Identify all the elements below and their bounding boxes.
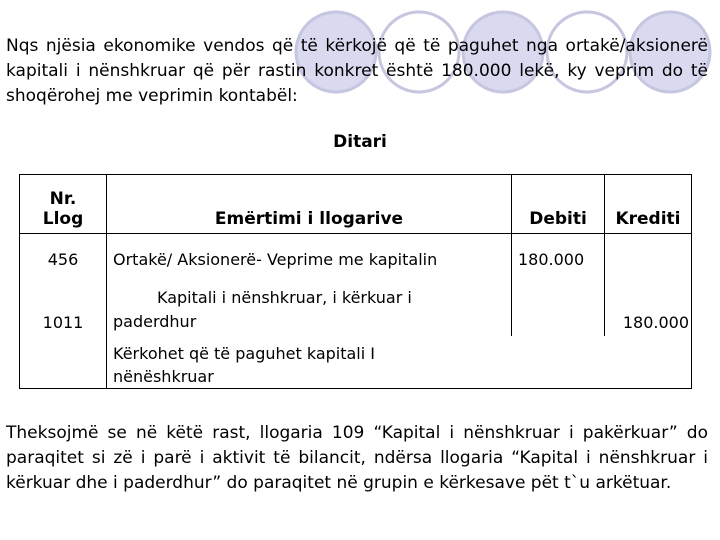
outro-paragraph: Theksojmë se në këtë rast, llogaria 109 “Kapital i nënshkruar i pakërkuar” do paraqitet si zë i parë i aktivit të bilancit, ndërsa llogaria “Kapital i nënshkruar i kërkuar dhe i paderdhur” do paraqitet në grupin e kërkesave pët t`u arkëtuar.: [6, 423, 708, 493]
header-debiti: Debiti: [512, 175, 605, 234]
row-emertimi: [107, 336, 512, 389]
header-emertimi: Emërtimi i llogarive: [107, 175, 512, 234]
row-nr: 1011: [20, 284, 107, 336]
journal-table: [19, 174, 692, 389]
row-emertimi: [107, 284, 512, 336]
row-debiti: [512, 336, 605, 389]
row-emertimi-line2: nënëshkruar: [113, 366, 214, 386]
row-emertimi-line1: Kërkohet që të paguhet kapitali I: [113, 343, 375, 363]
table-title: Ditari: [333, 132, 387, 152]
header-nr-line1: Nr.: [49, 189, 77, 209]
row-krediti: [605, 336, 692, 389]
table-header-row: [20, 175, 692, 234]
table-row: [20, 284, 692, 336]
row-debiti: [512, 284, 605, 336]
table-row: [20, 234, 692, 284]
row-debiti: 180.000: [512, 234, 605, 284]
row-krediti: [605, 234, 692, 284]
row-emertimi-line1: Kapitali i nënshkruar, i kërkuar i: [157, 287, 412, 307]
row-emertimi: [107, 234, 512, 284]
header-nr-line2: Llog: [42, 209, 84, 229]
header-nr: [20, 175, 107, 234]
header-krediti: Krediti: [605, 175, 692, 234]
row-krediti: 180.000: [605, 284, 692, 336]
intro-paragraph: Nqs njësia ekonomike vendos që të kërkojë që të paguhet nga ortakë/aksionerë kapitali i nënshkruar që për rastin konkret është 180.000 lekë, ky veprim do të shoqërohej me veprimin kontabël:: [6, 36, 708, 106]
row-emertimi-text: Ortakë/ Aksionerë- Veprime me kapitalin: [113, 250, 438, 269]
row-emertimi-line2: paderdhur: [113, 311, 197, 331]
row-nr: 456: [20, 234, 107, 284]
row-nr: [20, 336, 107, 389]
table-row: [20, 336, 692, 389]
